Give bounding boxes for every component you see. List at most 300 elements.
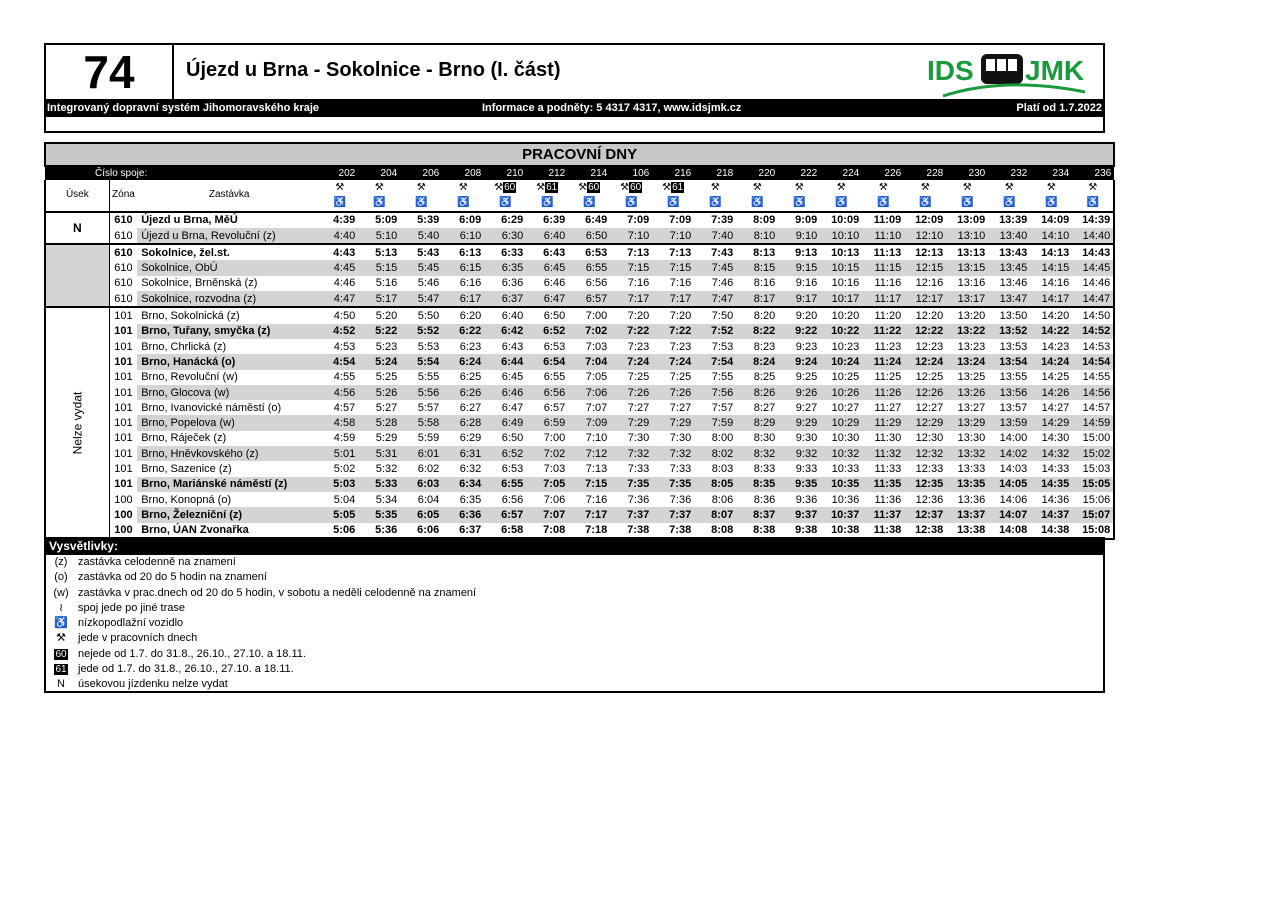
departure-time: 6:27 [459, 401, 482, 414]
departure-time: 7:13 [652, 244, 694, 260]
departure-time: 6:28 [442, 415, 484, 430]
departure-time: 10:37 [820, 507, 862, 522]
hammer-icon: ⚒ [374, 181, 384, 193]
departure-time: 4:43 [321, 244, 358, 260]
lowfloor-icon: ♿ [372, 196, 386, 208]
departure-time: 6:44 [484, 354, 526, 369]
departure-time: 13:23 [957, 340, 986, 353]
departure-time: 10:10 [820, 228, 862, 244]
departure-time: 7:12 [568, 446, 610, 461]
departure-time: 7:25 [627, 371, 650, 384]
departure-time: 8:13 [736, 244, 778, 260]
departure-time: 9:16 [795, 277, 818, 290]
departure-time: 4:47 [321, 291, 358, 307]
zone-cell: 610 [114, 277, 133, 290]
departure-time: 14:56 [1072, 385, 1114, 400]
departure-time: 7:09 [627, 214, 650, 227]
departure-time: 13:20 [946, 307, 988, 323]
departure-time: 13:37 [946, 507, 988, 522]
departure-time: 12:26 [904, 385, 946, 400]
departure-time: 7:54 [694, 354, 736, 369]
trip-number: 208 [442, 166, 484, 180]
departure-time: 12:25 [915, 371, 944, 384]
departure-time: 6:15 [442, 260, 484, 275]
trip-number: 106 [610, 166, 652, 180]
departure-time: 7:38 [610, 523, 652, 539]
departure-time: 6:30 [484, 228, 526, 244]
departure-time: 14:22 [1030, 324, 1072, 339]
departure-time: 11:37 [862, 507, 904, 522]
departure-time: 7:36 [669, 493, 692, 506]
departure-time: 12:22 [904, 324, 946, 339]
stop-name: Brno, Ivanovické náměstí (o) [141, 401, 282, 414]
departure-time: 7:22 [610, 324, 652, 339]
departure-time: 8:23 [753, 340, 776, 353]
zone-cell: 100 [109, 523, 137, 539]
hammer-icon: ⚒ [1046, 181, 1056, 193]
zone-cell: 100 [114, 493, 133, 506]
departure-time: 14:29 [1030, 415, 1072, 430]
departure-time: 5:52 [400, 324, 442, 339]
departure-time: 4:50 [321, 307, 358, 323]
trip-number: 230 [946, 166, 988, 180]
departure-time: 13:24 [946, 354, 988, 369]
lowfloor-icon: ♿ [834, 196, 848, 208]
departure-time: 12:30 [915, 432, 944, 445]
departure-time: 13:45 [988, 260, 1030, 275]
departure-time: 13:50 [988, 307, 1030, 323]
departure-time: 6:17 [442, 291, 484, 307]
legend-symbol: ≀ [58, 601, 64, 614]
departure-time: 10:38 [820, 523, 862, 539]
departure-time: 6:09 [459, 214, 482, 227]
legend [44, 537, 1105, 693]
departure-time: 11:26 [862, 385, 904, 400]
zone-cell: 101 [109, 307, 137, 323]
workday-icon [736, 180, 778, 195]
stop-name: Brno, Sazenice (z) [141, 462, 232, 475]
hammer-icon: ⚒ [710, 181, 720, 193]
departure-time: 10:36 [831, 493, 860, 506]
departure-time: 13:33 [957, 462, 986, 475]
legend-item [46, 631, 1103, 646]
departure-time: 13:15 [946, 260, 988, 275]
departure-time: 8:27 [753, 401, 776, 414]
departure-time: 13:13 [946, 244, 988, 260]
stop-name: Brno, Hněvkovského (z) [137, 446, 321, 461]
departure-time: 8:06 [711, 493, 734, 506]
ids-jmk-logo [925, 48, 1095, 98]
departure-time: 6:52 [484, 446, 526, 461]
departure-time: 10:29 [820, 415, 862, 430]
legend-text: nízkopodlažní vozidlo [78, 617, 184, 630]
departure-time: 14:32 [1030, 446, 1072, 461]
departure-time: 14:00 [999, 432, 1028, 445]
departure-time: 9:22 [778, 324, 820, 339]
hammer-icon: ⚒ [962, 181, 972, 193]
departure-time: 5:02 [333, 462, 356, 475]
departure-time: 6:26 [442, 385, 484, 400]
departure-time: 13:17 [946, 291, 988, 307]
legend-item [46, 586, 1103, 601]
departure-time: 14:35 [1030, 477, 1072, 492]
departure-time: 5:57 [417, 401, 440, 414]
departure-time: 10:32 [820, 446, 862, 461]
departure-time: 7:32 [610, 446, 652, 461]
stop-name: Brno, Hanácká (o) [137, 354, 321, 369]
departure-time: 12:20 [904, 307, 946, 323]
departure-time: 14:53 [1072, 339, 1114, 354]
timetable-row [45, 477, 1114, 492]
departure-time: 11:33 [874, 462, 902, 475]
departure-time: 7:17 [610, 291, 652, 307]
column-header-zone: Zóna [109, 180, 137, 212]
blank-strip [44, 117, 1105, 133]
departure-time: 6:43 [526, 244, 568, 260]
hammer-icon: ⚒ [920, 181, 930, 193]
departure-time: 7:43 [694, 244, 736, 260]
stop-name: Sokolnice, žel.st. [137, 244, 321, 260]
departure-time: 6:22 [442, 324, 484, 339]
timetable-row [45, 244, 1114, 260]
departure-time: 14:24 [1030, 354, 1072, 369]
departure-time: 6:56 [585, 277, 608, 290]
timetable-row [45, 446, 1114, 461]
zone-cell: 101 [114, 386, 133, 399]
departure-time: 7:47 [694, 291, 736, 307]
departure-time: 14:23 [1041, 340, 1070, 353]
departure-time: 14:38 [1030, 523, 1072, 539]
departure-time: 15:02 [1072, 446, 1114, 461]
departure-time: 6:35 [459, 493, 482, 506]
departure-time: 11:38 [862, 523, 904, 539]
departure-time: 7:10 [610, 228, 652, 244]
departure-time: 7:30 [627, 432, 650, 445]
stop-name: Sokolnice, rozvodna (z) [137, 291, 321, 307]
departure-time: 14:43 [1072, 244, 1114, 260]
legend-symbol: ⚒ [56, 632, 66, 645]
departure-time: 13:16 [957, 277, 986, 290]
departure-time: 7:24 [610, 354, 652, 369]
departure-time: 6:42 [484, 324, 526, 339]
departure-time: 9:36 [795, 493, 818, 506]
departure-time: 9:24 [778, 354, 820, 369]
legend-item [46, 555, 1103, 570]
departure-time: 13:39 [999, 214, 1028, 227]
timetable-row [45, 324, 1114, 339]
hammer-icon: ⚒ [494, 181, 504, 193]
departure-time: 8:00 [711, 432, 734, 445]
departure-time: 7:00 [543, 432, 566, 445]
departure-time: 12:17 [904, 291, 946, 307]
timetable-row [45, 276, 1114, 291]
departure-time: 5:32 [375, 462, 398, 475]
departure-time: 12:36 [915, 493, 944, 506]
departure-time: 7:15 [568, 477, 610, 492]
departure-time: 7:20 [610, 307, 652, 323]
stop-name: Brno, ÚAN Zvonařka [137, 523, 321, 539]
stop-name: Brno, Popelova (w) [137, 415, 321, 430]
stop-name: Sokolnice, ObÚ [137, 260, 321, 275]
departure-time: 9:13 [778, 244, 820, 260]
departure-time: 13:59 [988, 415, 1030, 430]
trip-number: 224 [820, 166, 862, 180]
departure-time: 11:10 [862, 228, 904, 244]
departure-time: 4:45 [321, 260, 358, 275]
departure-time: 9:29 [778, 415, 820, 430]
departure-time: 12:24 [904, 354, 946, 369]
hammer-icon: ⚒ [794, 181, 804, 193]
departure-time: 7:13 [610, 244, 652, 260]
departure-time: 13:53 [999, 340, 1028, 353]
departure-time: 8:09 [753, 214, 776, 227]
departure-time: 9:38 [778, 523, 820, 539]
departure-time: 4:59 [333, 432, 356, 445]
info-right: Platí od 1.7.2022 [1016, 102, 1102, 114]
lowfloor-icon: ♿ [876, 196, 890, 208]
hammer-icon: ⚒ [1088, 181, 1098, 193]
departure-time: 14:16 [1041, 277, 1070, 290]
departure-time: 12:09 [915, 214, 944, 227]
legend-text: úsekovou jízdenku nelze vydat [78, 678, 228, 691]
trip-number: 232 [988, 166, 1030, 180]
timetable-row [45, 385, 1114, 400]
stop-name: Brno, Chrlická (z) [141, 340, 227, 353]
departure-time: 7:50 [694, 307, 736, 323]
departure-time: 6:40 [526, 228, 568, 244]
workday-icon [358, 180, 400, 195]
departure-time: 7:08 [526, 523, 568, 539]
timetable-row [45, 431, 1114, 446]
trip-number: 218 [694, 166, 736, 180]
departure-time: 14:27 [1041, 401, 1070, 414]
workday-icon [526, 180, 568, 195]
lowfloor-icon: ♿ [498, 196, 512, 208]
departure-time: 7:02 [526, 446, 568, 461]
zone-cell: 101 [114, 447, 133, 460]
departure-time: 7:39 [711, 214, 734, 227]
departure-time: 12:23 [915, 340, 944, 353]
hammer-icon: ⚒ [578, 181, 588, 193]
departure-time: 6:34 [442, 477, 484, 492]
departure-time: 12:37 [904, 507, 946, 522]
departure-time: 7:38 [652, 523, 694, 539]
departure-time: 11:24 [862, 354, 904, 369]
zone-cell: 610 [109, 244, 137, 260]
trip-number: 212 [526, 166, 568, 180]
departure-time: 8:33 [753, 462, 776, 475]
departure-time: 6:35 [484, 260, 526, 275]
departure-time: 5:39 [417, 214, 440, 227]
departure-time: 7:10 [652, 228, 694, 244]
legend-item [46, 647, 1103, 662]
departure-time: 5:17 [358, 291, 400, 307]
departure-time: 9:23 [795, 340, 818, 353]
zone-cell: 610 [114, 292, 133, 305]
departure-time: 14:55 [1072, 370, 1114, 385]
usek-section [45, 307, 109, 538]
workday-icon [610, 180, 652, 195]
zone-cell: 610 [114, 229, 133, 242]
departure-time: 7:09 [669, 214, 692, 227]
departure-time: 11:32 [862, 446, 904, 461]
departure-time: 13:47 [988, 291, 1030, 307]
lowfloor-icon: ♿ [1072, 195, 1114, 211]
departure-time: 5:35 [358, 507, 400, 522]
departure-time: 5:28 [358, 415, 400, 430]
lowfloor-icon: ♿ [333, 196, 346, 208]
departure-time: 11:09 [873, 214, 902, 227]
departure-time: 6:40 [484, 307, 526, 323]
departure-time: 6:46 [484, 385, 526, 400]
lowfloor-icon: ♿ [414, 196, 428, 208]
departure-time: 8:25 [753, 371, 776, 384]
departure-time: 13:27 [957, 401, 986, 414]
departure-time: 6:55 [484, 477, 526, 492]
departure-time: 4:53 [333, 340, 356, 353]
workday-icon [778, 180, 820, 195]
stop-name: Brno, Revoluční (w) [141, 371, 238, 384]
legend-text: zastávka v prac.dnech od 20 do 5 hodin, v sobotu a neděli celodenně na znamení [78, 586, 477, 599]
legend-text: nejede od 1.7. do 31.8., 26.10., 27.10. a 18.11. [78, 647, 306, 660]
departure-time: 4:39 [333, 214, 356, 227]
legend-symbol: (w) [53, 586, 69, 599]
departure-time: 6:16 [459, 277, 482, 290]
departure-time: 4:52 [321, 324, 358, 339]
legend-text: jede od 1.7. do 31.8., 26.10., 27.10. a 18.11. [78, 663, 294, 676]
legend-item [46, 601, 1103, 616]
departure-time: 5:05 [321, 507, 358, 522]
legend-symbol: N [57, 678, 65, 691]
hammer-icon: ⚒ [836, 181, 846, 193]
departure-time: 10:23 [831, 340, 860, 353]
trip-number: 216 [652, 166, 694, 180]
departure-time: 5:55 [417, 371, 440, 384]
departure-time: 8:38 [736, 523, 778, 539]
departure-time: 6:23 [459, 340, 482, 353]
departure-time: 15:07 [1072, 507, 1114, 522]
departure-time: 14:20 [1030, 307, 1072, 323]
departure-time: 6:53 [501, 462, 524, 475]
timetable [44, 142, 1115, 540]
departure-time: 7:16 [627, 277, 650, 290]
trip-label: Číslo spoje: [45, 166, 321, 180]
info-left: Integrovaný dopravní systém Jihomoravského kraje [47, 102, 320, 114]
lowfloor-icon: ♿ [708, 196, 722, 208]
hammer-icon: ⚒ [458, 181, 468, 193]
departure-time: 14:25 [1041, 371, 1070, 384]
departure-time: 6:55 [568, 260, 610, 275]
departure-time: 6:57 [484, 507, 526, 522]
trip-badge: 60 [630, 181, 642, 193]
trip-badge: 61 [546, 181, 558, 193]
departure-time: 11:15 [862, 260, 904, 275]
departure-time: 7:59 [694, 415, 736, 430]
workday-icon [400, 180, 442, 195]
departure-time: 5:56 [400, 385, 442, 400]
departure-time: 5:33 [358, 477, 400, 492]
departure-time: 13:25 [957, 371, 986, 384]
departure-time: 9:30 [795, 432, 818, 445]
zone-cell: 101 [114, 355, 133, 368]
departure-time: 14:47 [1072, 291, 1114, 307]
hammer-icon: ⚒ [878, 181, 888, 193]
legend-text: spoj jede po jiné trase [78, 601, 186, 614]
departure-time: 8:10 [736, 228, 778, 244]
timetable-row [45, 212, 1114, 228]
departure-time: 4:54 [321, 354, 358, 369]
departure-time: 7:27 [669, 401, 692, 414]
departure-time: 8:32 [736, 446, 778, 461]
departure-time: 7:36 [627, 493, 650, 506]
departure-time: 5:43 [400, 244, 442, 260]
departure-time: 6:04 [417, 493, 440, 506]
lowfloor-icon: ♿ [1044, 196, 1058, 208]
departure-time: 12:16 [915, 277, 944, 290]
departure-time: 6:43 [501, 340, 524, 353]
departure-time: 14:17 [1030, 291, 1072, 307]
departure-time: 7:16 [669, 277, 692, 290]
zone-cell: 101 [114, 371, 133, 384]
departure-time: 7:29 [610, 415, 652, 430]
departure-time: 13:36 [957, 493, 986, 506]
legend-symbol: 60 [55, 648, 67, 660]
departure-time: 6:49 [484, 415, 526, 430]
departure-time: 8:30 [753, 432, 776, 445]
departure-time: 11:25 [874, 371, 902, 384]
departure-time: 5:22 [358, 324, 400, 339]
departure-time: 14:37 [1030, 507, 1072, 522]
zone-cell: 101 [114, 478, 133, 491]
departure-time: 13:38 [946, 523, 988, 539]
departure-time: 6:10 [442, 228, 484, 244]
zone-cell: 101 [114, 432, 133, 445]
departure-time: 12:32 [904, 446, 946, 461]
lowfloor-icon: ♿ [1002, 196, 1016, 208]
departure-time: 6:33 [484, 244, 526, 260]
legend-symbol: (z) [54, 556, 68, 568]
workday-icon [568, 180, 610, 195]
timetable-row [45, 400, 1114, 415]
departure-time: 6:25 [459, 371, 482, 384]
departure-time: 7:35 [652, 477, 694, 492]
zone-cell: 101 [114, 401, 133, 414]
info-center: Informace a podněty: 5 4317 4317, www.idsjmk.cz [482, 102, 742, 114]
departure-time: 6:03 [400, 477, 442, 492]
departure-time: 6:50 [526, 307, 568, 323]
departure-time: 15:06 [1072, 492, 1114, 507]
departure-time: 14:08 [988, 523, 1030, 539]
departure-time: 10:22 [820, 324, 862, 339]
lowfloor-icon: ♿ [918, 196, 932, 208]
departure-time: 7:24 [652, 354, 694, 369]
departure-time: 14:45 [1072, 260, 1114, 275]
departure-time: 7:26 [652, 385, 694, 400]
departure-time: 9:37 [778, 507, 820, 522]
trip-badge: 61 [672, 181, 684, 193]
departure-time: 6:29 [459, 432, 482, 445]
timetable-row [45, 307, 1114, 323]
legend-text: zastávka od 20 do 5 hodin na znamení [78, 571, 267, 584]
workday-icon [652, 180, 694, 195]
departure-time: 14:03 [999, 462, 1028, 475]
departure-time: 12:35 [904, 477, 946, 492]
trip-number: 204 [358, 166, 400, 180]
departure-time: 5:36 [358, 523, 400, 539]
departure-time: 9:10 [778, 228, 820, 244]
departure-time: 7:57 [711, 401, 734, 414]
departure-time: 5:23 [375, 340, 398, 353]
